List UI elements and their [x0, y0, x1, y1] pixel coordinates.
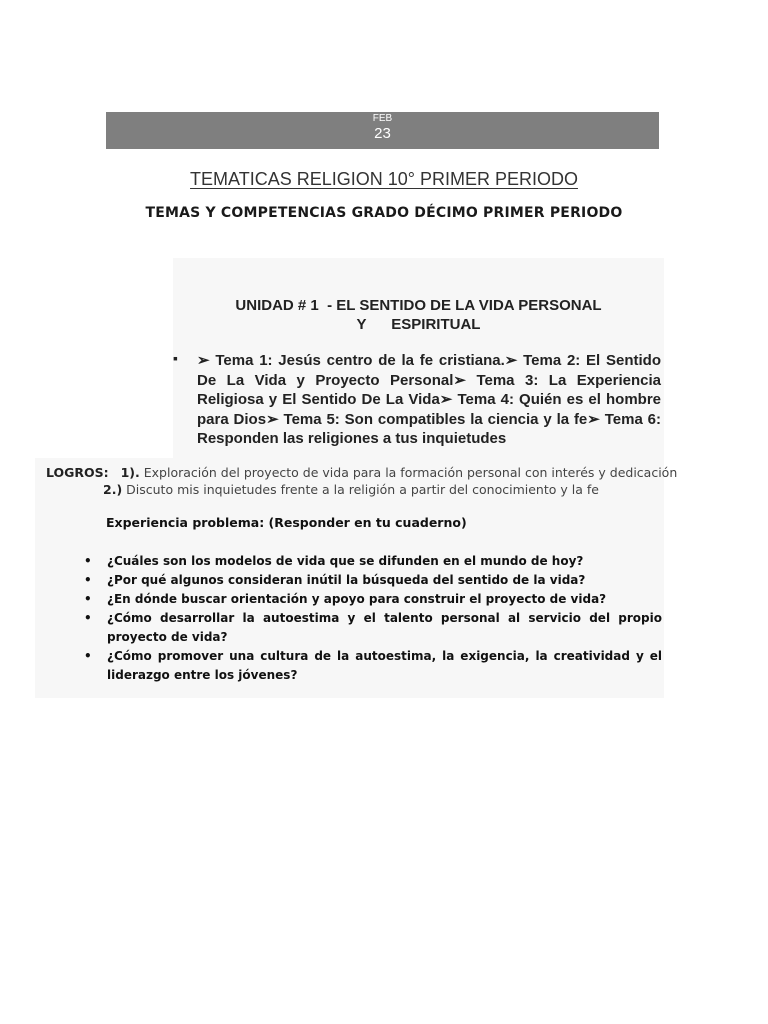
logro-2-number: 2.) — [103, 482, 123, 497]
logros-line-1 — [46, 464, 677, 481]
date-month: FEB — [372, 113, 393, 124]
experiencia-heading: Experiencia problema: (Responder en tu cuaderno) — [106, 515, 467, 530]
logros-label: LOGROS: — [46, 465, 109, 480]
bullet-icon: • — [84, 592, 92, 606]
unit-heading-line-2: Y ESPIRITUAL — [356, 316, 481, 333]
arrow-bullet-icon: ➢ — [439, 391, 453, 408]
tema-1: Tema 1: Jesús centro de la fe cristiana. — [215, 352, 505, 369]
list-item — [84, 552, 662, 571]
unit-heading-line-1: UNIDAD # 1 - EL SENTIDO DE LA VIDA PERSONAL — [235, 297, 602, 314]
list-item — [84, 590, 662, 609]
temas-paragraph — [197, 351, 661, 449]
arrow-bullet-icon: ➢ — [197, 352, 210, 369]
logros-line-2 — [46, 481, 677, 498]
logro-1-text: Exploración del proyecto de vida para la formación personal con interés y dedicación — [143, 465, 678, 480]
square-bullet-icon: ▪ — [173, 350, 178, 366]
arrow-bullet-icon: ➢ — [453, 371, 466, 389]
document-subtitle: TEMAS Y COMPETENCIAS GRADO DÉCIMO PRIMER PERIODO — [145, 205, 623, 221]
questions-list — [84, 552, 662, 685]
logro-2-text: Discuto mis inquietudes frente a la religión a partir del conocimiento y la fe — [126, 482, 599, 497]
date-bar — [106, 112, 659, 149]
bullet-icon: • — [84, 554, 92, 568]
tema-2: Tema 2: El Sentido De La Vida y Proyecto Personal — [197, 352, 661, 389]
logro-1-number: 1). — [120, 465, 140, 480]
question-text: ¿Por qué algunos consideran inútil la búsqueda del sentido de la vida? — [107, 573, 586, 587]
bullet-icon: • — [84, 649, 92, 663]
arrow-bullet-icon: ➢ — [587, 410, 600, 428]
arrow-bullet-icon: ➢ — [504, 352, 518, 369]
logros-section — [46, 464, 677, 498]
tema-4: Tema 4: Quién es el hombre para Dios — [197, 391, 661, 428]
date-day: 23 — [374, 125, 391, 142]
question-text: ¿En dónde buscar orientación y apoyo para construir el proyecto de vida? — [107, 592, 607, 606]
unit-heading — [173, 296, 664, 334]
tema-3: Tema 3: La Experiencia Religiosa y El Sentido De La Vida — [197, 371, 661, 408]
tema-5: Tema 5: Son compatibles la ciencia y la fe — [283, 410, 588, 428]
post-title-link[interactable]: TEMATICAS RELIGION 10° PRIMER PERIODO — [190, 169, 578, 189]
question-text: ¿Cuáles son los modelos de vida que se difunden en el mundo de hoy? — [107, 554, 584, 568]
arrow-bullet-icon: ➢ — [266, 410, 279, 428]
list-item — [84, 609, 662, 647]
question-text: ¿Cómo desarrollar la autoestima y el talento personal al servicio del propio proyecto de vida? — [107, 611, 662, 644]
question-text: ¿Cómo promover una cultura de la autoestima, la exigencia, la creatividad y el liderazgo entre los jóvenes? — [107, 649, 662, 682]
tema-6: Tema 6: Responden las religiones a tus inquietudes — [197, 410, 662, 447]
list-item — [84, 647, 662, 685]
list-item — [84, 571, 662, 590]
bullet-icon: • — [84, 611, 92, 625]
bullet-icon: • — [84, 573, 92, 587]
